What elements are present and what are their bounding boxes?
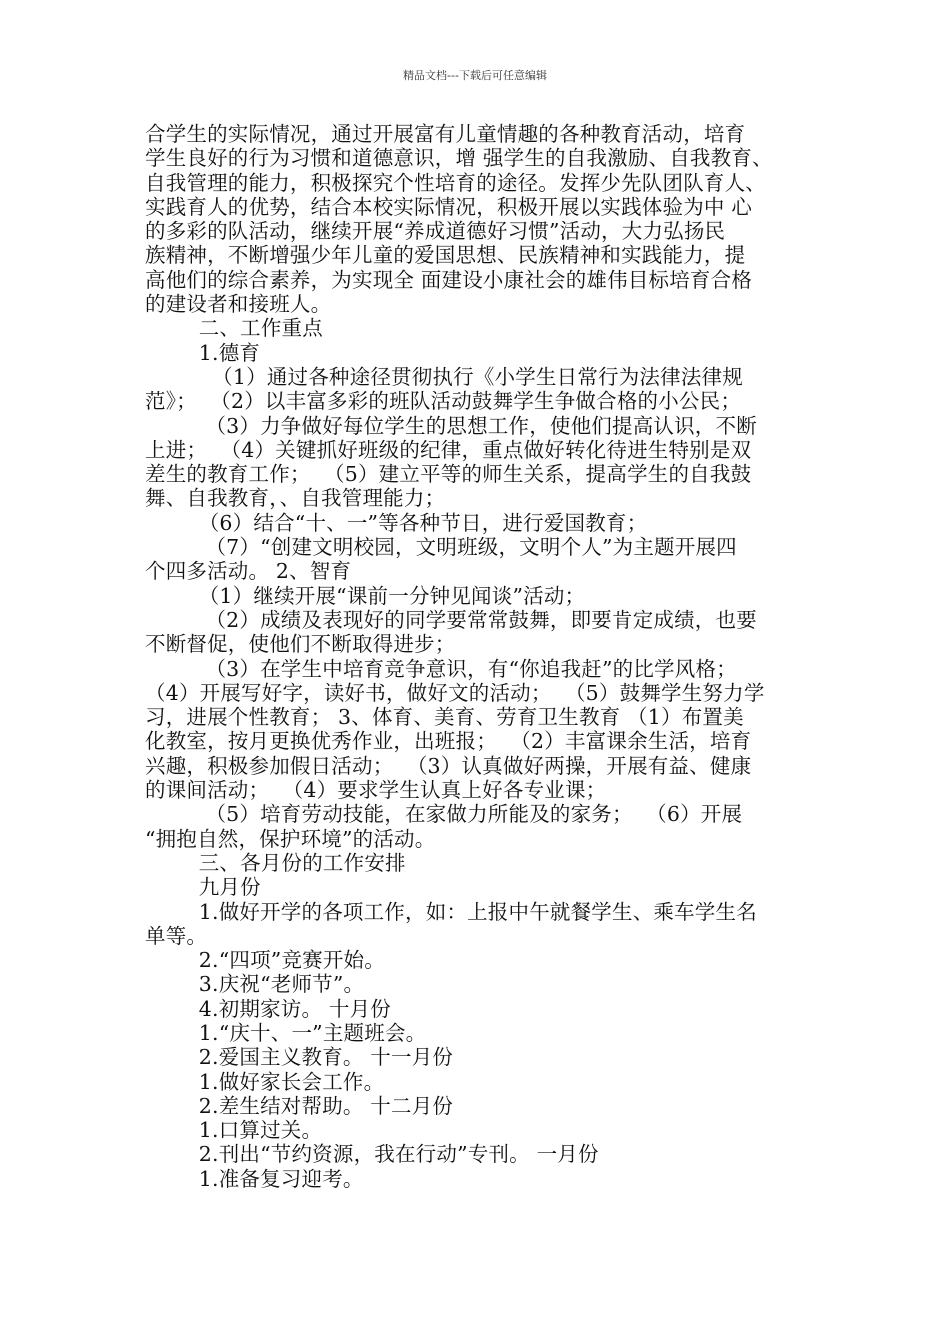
body-line: （2）成绩及表现好的同学要常常鼓舞，即要肯定成绩，也要 [145,607,757,632]
body-line: （5）培育劳动技能，在家做力所能及的家务； （6）开展 [145,802,743,827]
body-line: 族精神，不断增强少年儿童的爱国思想、民族精神和实践能力，提 [145,243,746,268]
body-line: （1）通过各种途径贯彻执行《小学生日常行为法律法律规 [145,364,743,389]
body-line: 1.准备复习迎考。 [145,1166,364,1191]
body-line: 的课间活动； （4）要求学生认真上好各专业课； [145,778,607,803]
section-heading: 三、各月份的工作安排 [145,850,406,875]
body-line: （7）“创建文明校园，文明班级，文明个人”为主题开展四 [145,535,737,560]
body-line: 上进； （4）关键抓好班级的纪律，重点做好转化待进生特别是双 [145,437,752,462]
body-line: 的建设者和接班人。 [145,292,332,317]
body-line: 1.做好家长会工作。 [145,1069,385,1094]
body-line: 兴趣，积极参加假日活动； （3）认真做好两操，开展有益、健康 [145,753,752,778]
body-line: 2.差生结对帮助。 十二月份 [145,1093,454,1118]
body-line: 学生良好的行为习惯和道德意识，增 强学生的自我激励、自我教育、 [145,146,773,171]
body-line: 高他们的综合素养，为实现全 面建设小康社会的雄伟目标培育合格 [145,267,753,292]
body-line: （3）力争做好每位学生的思想工作，使他们提高认识，不断 [145,413,757,438]
body-line: 2.“四项”竞赛开始。 [145,948,385,973]
body-line: 的多彩的队活动，继续开展“养成道德好习惯”活动，大力弘扬民 [145,219,726,244]
body-line: 1.“庆十、一”主题班会。 [145,1020,427,1045]
body-line: 3.庆祝“老师节”。 [145,972,365,997]
section-heading: 二、工作重点 [145,316,323,341]
body-line: （3）在学生中培育竞争意识，有“你追我赶”的比学风格； [145,656,737,681]
body-line: 舞、自我教育，、自我管理能力； [145,486,446,511]
body-line: 2.刊出“节约资源，我在行动”专刊。 一月份 [145,1142,599,1167]
body-line: 不断督促，使他们不断取得进步； [145,632,456,657]
subsection-heading: 1.德育 [145,340,261,365]
month-heading: 九月份 [145,875,261,900]
document-body [145,122,835,1191]
body-line: 1.口算过关。 [145,1118,323,1143]
body-line: （6）结合“十、一”等各种节日，进行爱国教育； [145,510,648,535]
body-line: 实践育人的优势，结合本校实际情况，积极开展以实践体验为中 心 [145,194,753,219]
body-line: 1.做好开学的各项工作，如：上报中午就餐学生、乘车学生名 [145,899,757,924]
body-line: 范》； （2）以丰富多彩的班队活动鼓舞学生争做合格的小公民； [145,389,742,414]
body-line: 4.初期家访。 十月份 [145,996,392,1021]
body-line: 自我管理的能力，积极探究个性培育的途径。发挥少先队团队育人、 [145,170,766,195]
body-line: 化教室，按月更换优秀作业，出班报； （2）丰富课余生活，培育 [145,729,752,754]
body-line: （4）开展写好字，读好书，做好文的活动； （5）鼓舞学生努力学 [145,680,765,705]
body-line: 个四多活动。 2、智育 [145,559,352,584]
body-line: （1）继续开展“课前一分钟见闻谈”活动； [145,583,586,608]
body-line: 2.爱国主义教育。 十一月份 [145,1045,454,1070]
body-line: 习，进展个性教育； 3、体育、美育、劳育卫生教育 （1）布置美 [145,705,744,730]
body-line: 合学生的实际情况，通过开展富有儿童情趣的各种教育活动，培育 [145,122,746,146]
body-line: “拥抱自然，保护环境”的活动。 [145,826,436,851]
body-line: 差生的教育工作； （5）建立平等的师生关系，提高学生的自我鼓 [145,462,752,487]
body-line: 单等。 [145,923,208,948]
page-header: 精品文档---下载后可任意编辑 [403,69,547,82]
